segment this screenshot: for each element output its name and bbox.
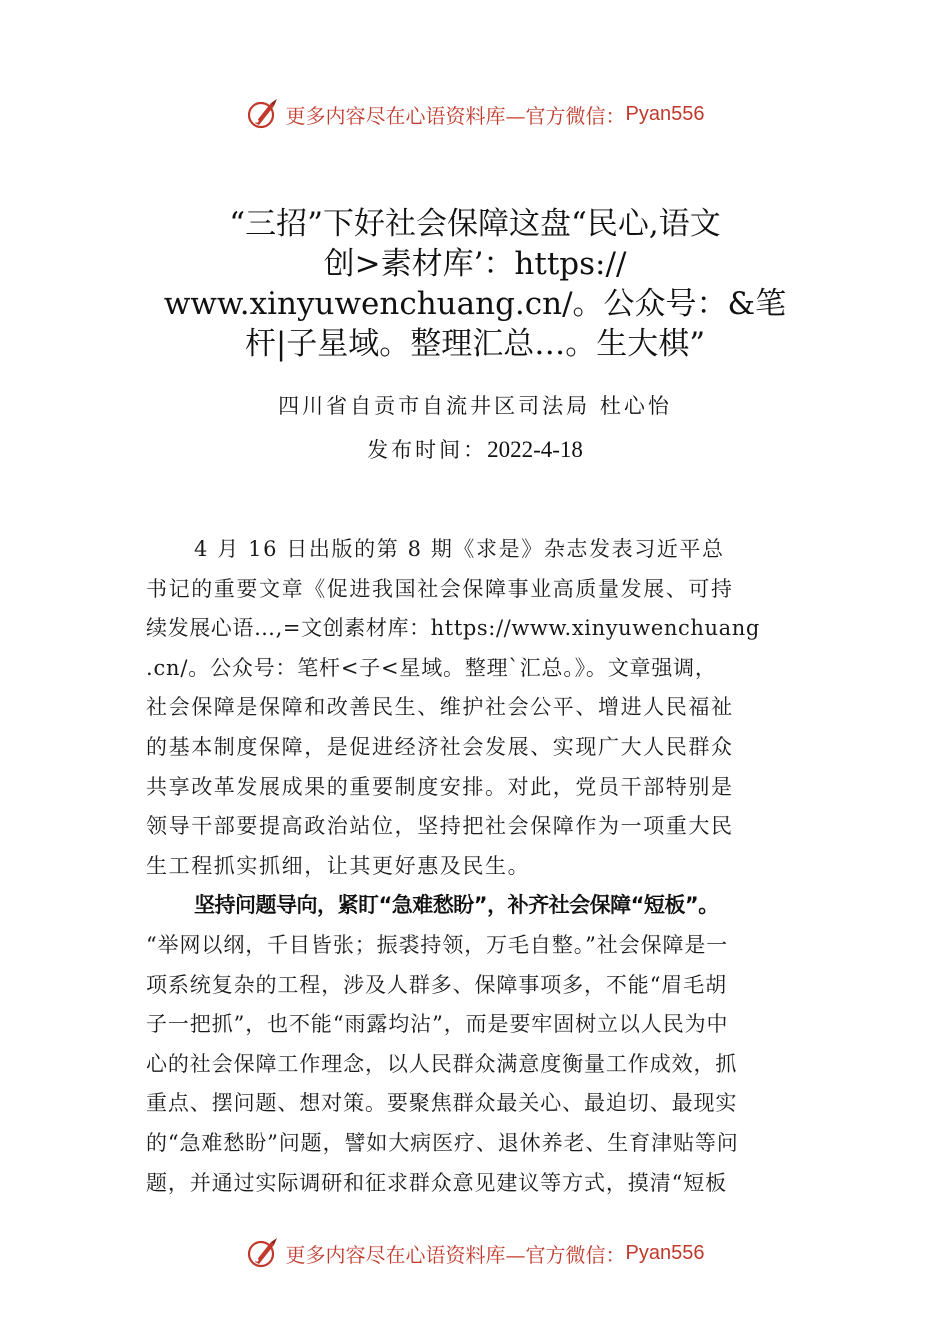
paragraph-line: 的“急难愁盼”问题，譬如大病医疗、退休养老、生育津贴等问 (146, 1130, 739, 1155)
banner-wechat-id: Pyan556 (625, 102, 705, 125)
section-heading: 坚持问题导向，紧盯“急难愁盼”，补齐社会保障“短板”。 (194, 893, 719, 918)
publish-date-label: 发布时间： (367, 438, 488, 462)
article-title (140, 204, 810, 364)
paragraph-line: 项系统复杂的工程，涉及人群多、保障事项多，不能“眉毛胡 (146, 972, 728, 997)
paragraph-line: .cn/。公众号：笔杆<子<星域。整理`汇总。》。文章强调， (146, 655, 717, 680)
title-line: 创>素材库’：https:// (323, 246, 627, 282)
paragraph-line: 的基本制度保障，是促进经济社会发展、实现广大人民群众 (146, 734, 734, 759)
banner-text: 更多内容尽在心语资料库—官方微信： (285, 1242, 626, 1267)
paragraph-line: 4 月 16 日出版的第 8 期《求是》杂志发表习近平总 (194, 537, 725, 561)
banner-wechat-id: Pyan556 (625, 1241, 705, 1264)
banner-text: 更多内容尽在心语资料库—官方微信： (285, 103, 626, 128)
paragraph-line: 题，并通过实际调研和征求群众意见建议等方式，摸清“短板 (146, 1170, 728, 1195)
publish-date-value: 2022-4-18 (487, 437, 583, 462)
paragraph-line: 生工程抓实抓细，让其更好惠及民生。 (146, 853, 531, 878)
publish-date (0, 434, 950, 464)
footer-banner (0, 1233, 950, 1273)
title-line: www.xinyuwenchuang.cn/。公众号：&笔 (163, 286, 787, 322)
paragraph-line: 续发展心语…,=文创素材库：https://www.xinyuwenchuang (146, 616, 760, 641)
header-banner (0, 94, 950, 134)
paragraph-line: 书记的重要文章《促进我国社会保障事业高质量发展、可持 (146, 576, 734, 601)
paragraph-line: 子一把抓”，也不能“雨露均沾”，而是要牢固树立以人民为中 (146, 1012, 729, 1037)
paragraph-line: “举网以纲，千目皆张；振裘持领，万毛自整。”社会保障是一 (146, 932, 729, 957)
title-line: “三招”下好社会保障这盘“民心,语文 (229, 206, 721, 242)
paragraph-line: 重点、摆问题、想对策。要聚焦群众最关心、最迫切、最现实 (146, 1091, 738, 1116)
paragraph-line: 共享改革发展成果的重要制度安排。对此，党员干部特别是 (146, 774, 734, 799)
pen-quill-logo-icon (246, 1236, 280, 1270)
pen-quill-logo-icon (246, 97, 280, 131)
title-line: 杆|子星域。整理汇总…。生大棋” (244, 326, 706, 362)
paragraph-line: 心的社会保障工作理念，以人民群众满意度衡量工作成效，抓 (146, 1051, 738, 1076)
paragraph-line: 领导干部要提高政治站位，坚持把社会保障作为一项重大民 (146, 814, 734, 839)
paragraph-line: 社会保障是保障和改善民生、维护社会公平、增进人民福祉 (146, 695, 734, 720)
article-body (146, 530, 816, 1203)
article-author: 四川省自贡市自流井区司法局 杜心怡 (278, 394, 672, 418)
